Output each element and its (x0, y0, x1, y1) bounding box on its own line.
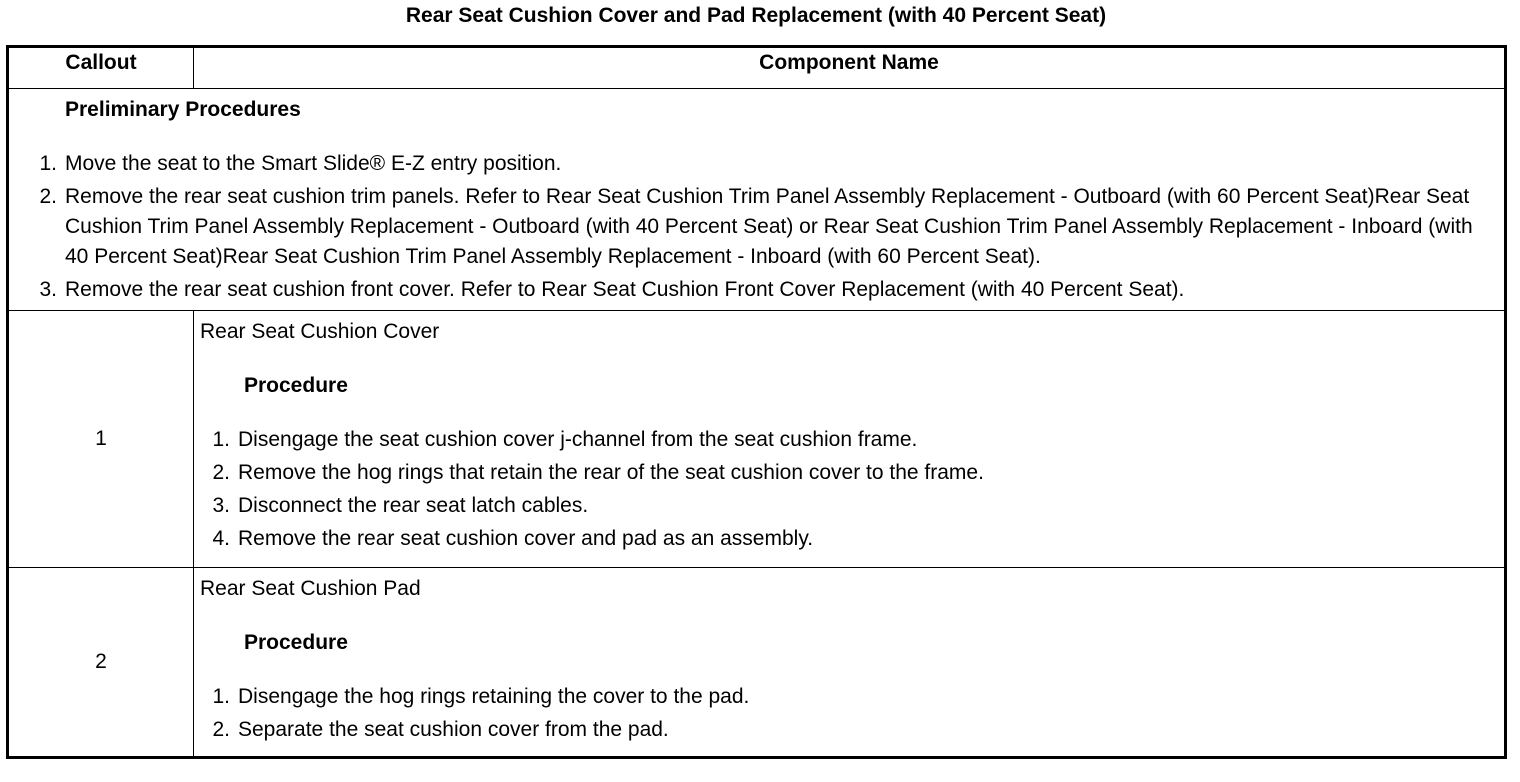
step-text: Disengage the seat cushion cover j-channel from the seat cushion frame. (238, 428, 918, 451)
preliminary-procedures-cell (8, 89, 1506, 311)
step-text: Disconnect the rear seat latch cables. (238, 494, 589, 517)
list-item (27, 149, 1480, 179)
step-number: 2. (212, 718, 230, 741)
step-text: Remove the hog rings that retain the rear of the seat cushion cover to the frame. (238, 461, 984, 484)
step-text: Move the seat to the Smart Slide® E-Z entry position. (65, 152, 562, 175)
procedure-title: Procedure (244, 374, 348, 397)
table-header-row (8, 47, 1506, 89)
list-item (27, 275, 1480, 305)
component-cell (194, 568, 1506, 758)
step-number: 4. (212, 527, 230, 550)
procedure-steps-list (200, 682, 1484, 745)
list-item (200, 715, 1484, 745)
step-number: 3. (212, 494, 230, 517)
step-text: Separate the seat cushion cover from the pad. (238, 718, 669, 741)
component-name: Rear Seat Cushion Pad (200, 577, 421, 600)
callout-cell: 1 (8, 311, 194, 568)
component-name: Rear Seat Cushion Cover (200, 320, 440, 343)
list-item (200, 491, 1484, 521)
list-item (27, 182, 1480, 272)
preliminary-procedures-row (8, 89, 1506, 311)
step-text: Remove the rear seat cushion front cover. Refer to Rear Seat Cushion Front Cover Replacement (with 40 Percent Seat). (65, 278, 1185, 301)
preliminary-procedures-title: Preliminary Procedures (65, 98, 301, 121)
component-cell (194, 311, 1506, 568)
table-row (8, 311, 1506, 568)
callout-cell: 2 (8, 568, 194, 758)
procedure-steps-list (200, 425, 1484, 554)
table-row (8, 568, 1506, 758)
step-text: Remove the rear seat cushion trim panels. Refer to Rear Seat Cushion Trim Panel Assembly Replacement - Outboard (with 60 Percent Seat)Rear Seat Cushion Trim Panel Assembly Replacement - Outboard (with 40 Percent Seat) or Rear Seat Cushion Trim Panel Assembly Replacement - Inboard (with 40 Percent Seat)Rear Seat Cushion Trim Panel Assembly Replacement - Inboard (with 60 Percent Seat). (65, 185, 1473, 268)
callout-column-header: Callout (8, 47, 194, 89)
list-item (200, 682, 1484, 712)
step-number: 1. (212, 685, 230, 708)
list-item (200, 524, 1484, 554)
procedure-title: Procedure (244, 631, 348, 654)
list-item (200, 458, 1484, 488)
list-item (200, 425, 1484, 455)
page-title: Rear Seat Cushion Cover and Pad Replacement (with 40 Percent Seat) (405, 4, 1107, 27)
step-text: Disengage the hog rings retaining the cover to the pad. (238, 685, 750, 708)
component-name-column-header: Component Name (194, 47, 1506, 89)
step-number: 3. (39, 278, 57, 301)
procedure-table (6, 45, 1507, 759)
step-number: 2. (39, 185, 57, 208)
preliminary-steps-list (27, 149, 1480, 305)
step-number: 1. (39, 152, 57, 175)
step-number: 2. (212, 461, 230, 484)
step-number: 1. (212, 428, 230, 451)
step-text: Remove the rear seat cushion cover and pad as an assembly. (238, 527, 814, 550)
